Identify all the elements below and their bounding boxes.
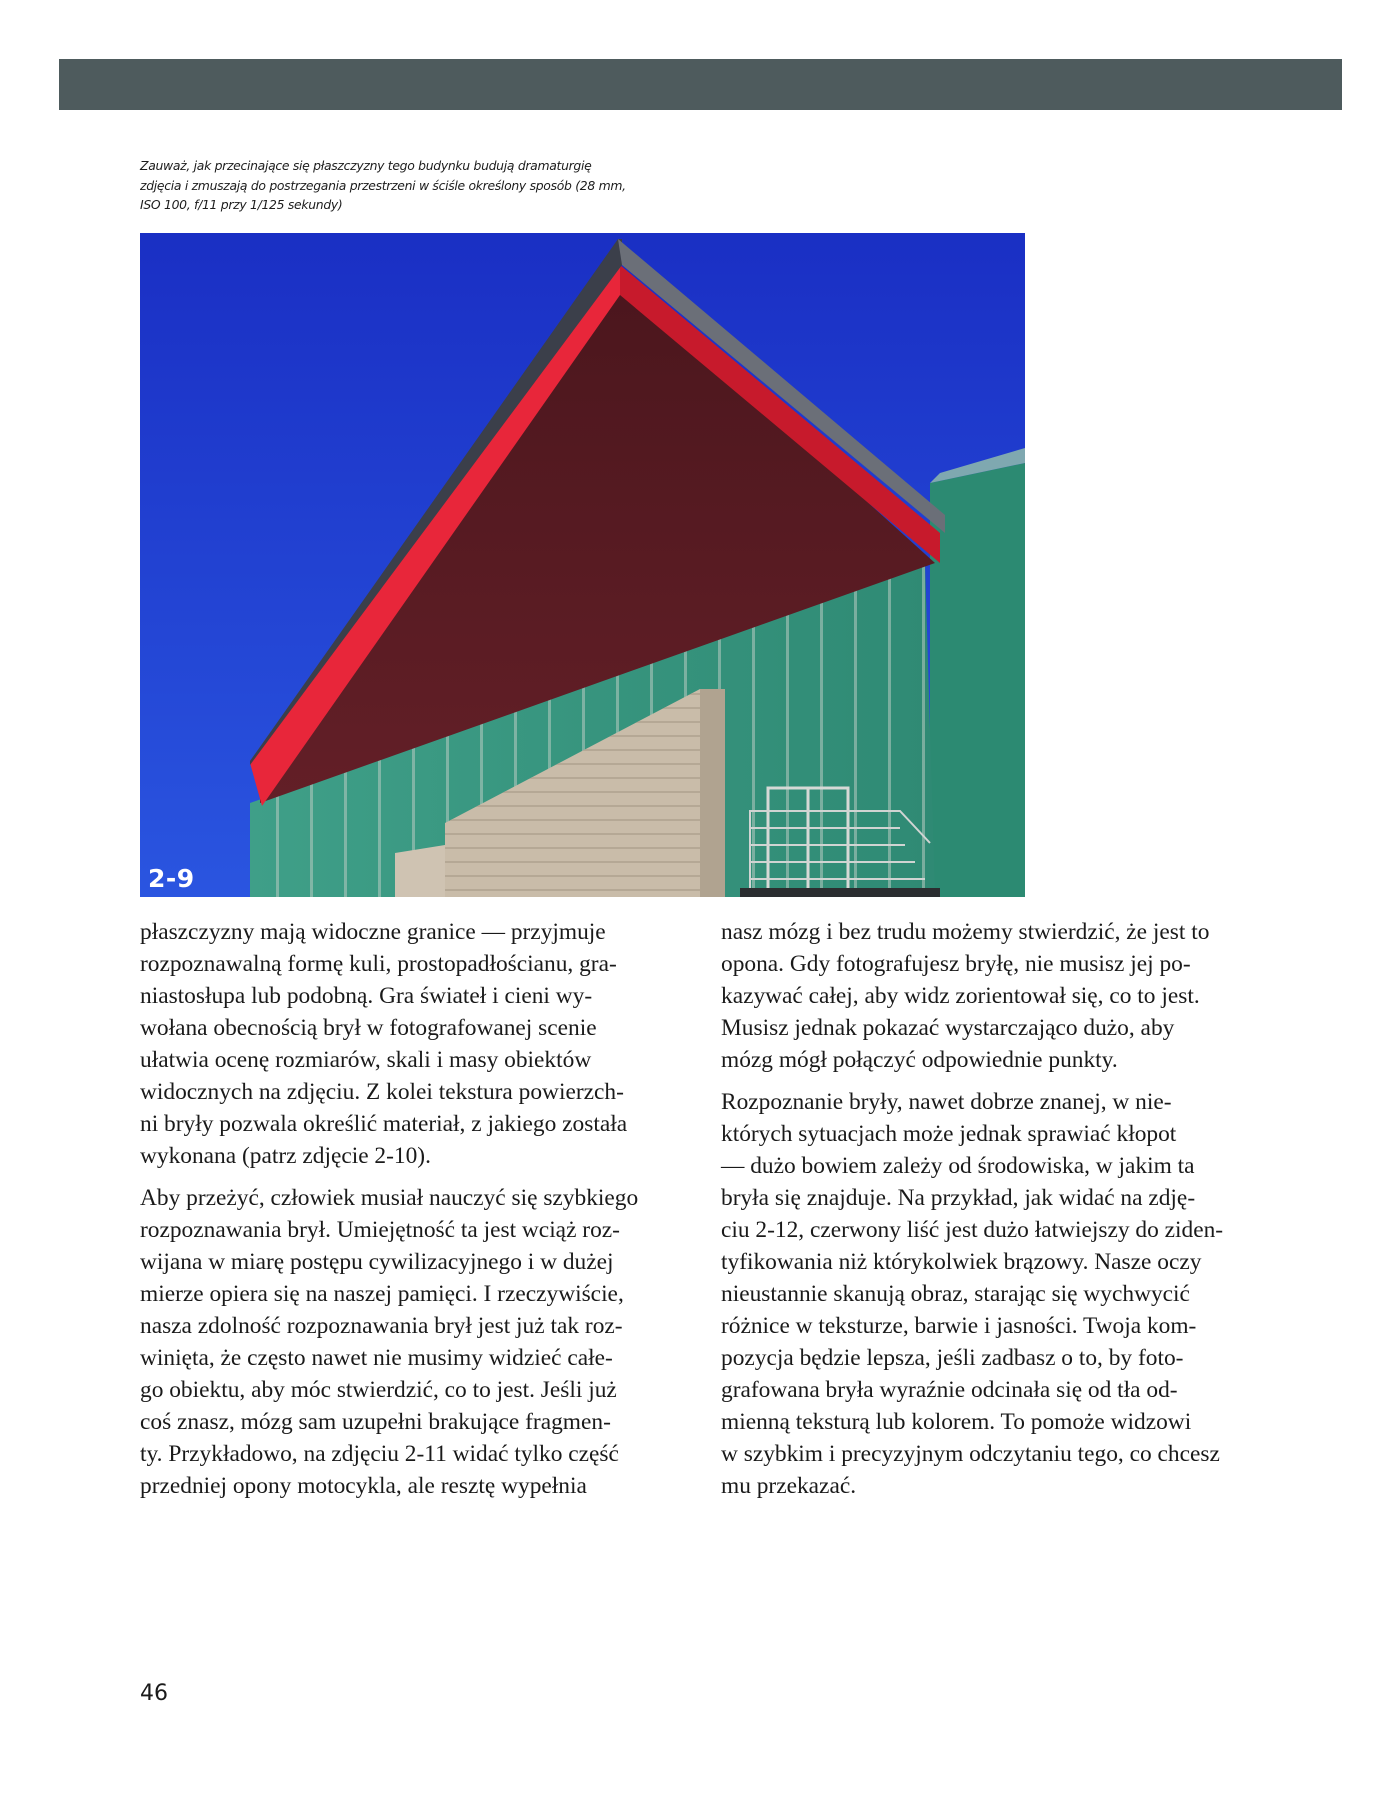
text-line: opona. Gdy fotografujesz bryłę, nie musisz jej po- — [721, 951, 1191, 977]
text-line: mu przekazać. — [721, 1473, 857, 1499]
header-bar — [59, 59, 1342, 110]
text-line: mózg mógł połączyć odpowiednie punkty. — [721, 1047, 1118, 1073]
text-line: coś znasz, mózg sam uzupełni brakujące fragmen- — [140, 1409, 611, 1435]
text-line: płaszczyzny mają widoczne granice — przyjmuje — [140, 919, 606, 945]
text-line: rozpoznawania brył. Umiejętność ta jest wciąż roz- — [140, 1217, 620, 1243]
text-line: niastosłupa lub podobną. Gra świateł i cieni wy- — [140, 983, 593, 1009]
text-line: widocznych na zdjęciu. Z kolei tekstura powierzch- — [140, 1079, 624, 1105]
text-column-left — [140, 916, 680, 1512]
text-line: — dużo bowiem zależy od środowiska, w jakim ta — [721, 1153, 1195, 1179]
building-illustration — [140, 233, 1025, 897]
concrete-wall-low — [395, 845, 445, 897]
text-column-right — [721, 916, 1261, 1512]
figure-number: 2-9 — [148, 864, 195, 893]
caption-line: ISO 100, f/11 przy 1/125 sekundy) — [140, 197, 343, 212]
text-line: wijana w miarę postępu cywilizacyjnego i w dużej — [140, 1249, 614, 1275]
caption-line: zdjęcia i zmuszają do postrzegania przestrzeni w ściśle określony sposób (28 mm, — [140, 177, 626, 193]
text-line: kazywać całej, aby widz zorientował się, co to jest. — [721, 983, 1200, 1009]
paragraph — [140, 1182, 680, 1502]
text-line: nieustannie skanują obraz, starając się wychwycić — [721, 1281, 1190, 1307]
text-line: ciu 2-12, czerwony liść jest dużo łatwiejszy do ziden- — [721, 1217, 1224, 1243]
text-line: Musisz jednak pokazać wystarczająco dużo, aby — [721, 1015, 1175, 1041]
text-line: Aby przeżyć, człowiek musiał nauczyć się szybkiego — [140, 1185, 639, 1211]
text-line: wołana obecnością brył w fotografowanej scenie — [140, 1015, 597, 1041]
text-line: nasz mózg i bez trudu możemy stwierdzić, że jest to — [721, 919, 1210, 945]
text-line: których sytuacjach może jednak sprawiać kłopot — [721, 1121, 1177, 1147]
paragraph — [140, 916, 680, 1172]
text-line: przedniej opony motocykla, ale resztę wypełnia — [140, 1473, 587, 1499]
paragraph — [721, 1086, 1261, 1502]
building-photo — [140, 233, 1025, 897]
text-line: mienną teksturą lub kolorem. To pomoże widzowi — [721, 1409, 1192, 1435]
figure-caption — [140, 156, 740, 215]
text-line: grafowana bryła wyraźnie odcinała się od tła od- — [721, 1377, 1178, 1403]
text-line: bryła się znajduje. Na przykład, jak widać na zdję- — [721, 1185, 1196, 1211]
text-line: mierze opiera się na naszej pamięci. I rzeczywiście, — [140, 1281, 624, 1307]
text-line: ułatwia ocenę rozmiarów, skali i masy obiektów — [140, 1047, 592, 1073]
text-line: pozycja będzie lepsza, jeśli zadbasz o to, by foto- — [721, 1345, 1184, 1371]
text-line: w szybkim i precyzyjnym odczytaniu tego, co chcesz — [721, 1441, 1220, 1467]
text-line: Rozpoznanie bryły, nawet dobrze znanej, w nie- — [721, 1089, 1172, 1115]
caption-line: Zauważ, jak przecinające się płaszczyzny tego budynku budują dramaturgię — [140, 158, 592, 173]
text-line: ni bryły pozwala określić materiał, z jakiego została — [140, 1111, 628, 1137]
text-line: tyfikowania niż którykolwiek brązowy. Nasze oczy — [721, 1249, 1202, 1275]
paragraph — [721, 916, 1261, 1076]
text-line: go obiektu, aby móc stwierdzić, co to jest. Jeśli już — [140, 1377, 617, 1403]
text-line: wykonana (patrz zdjęcie 2-10). — [140, 1143, 431, 1169]
text-line: rozpoznawalną formę kuli, prostopadłościanu, gra- — [140, 951, 617, 977]
text-line: winięta, że często nawet nie musimy widzieć całe- — [140, 1345, 613, 1371]
text-line: ty. Przykładowo, na zdjęciu 2-11 widać tylko część — [140, 1441, 619, 1467]
text-line: różnice w teksturze, barwie i jasności. Twoja kom- — [721, 1313, 1197, 1339]
page-number: 46 — [140, 1681, 168, 1706]
text-line: nasza zdolność rozpoznawania brył jest już tak roz- — [140, 1313, 623, 1339]
